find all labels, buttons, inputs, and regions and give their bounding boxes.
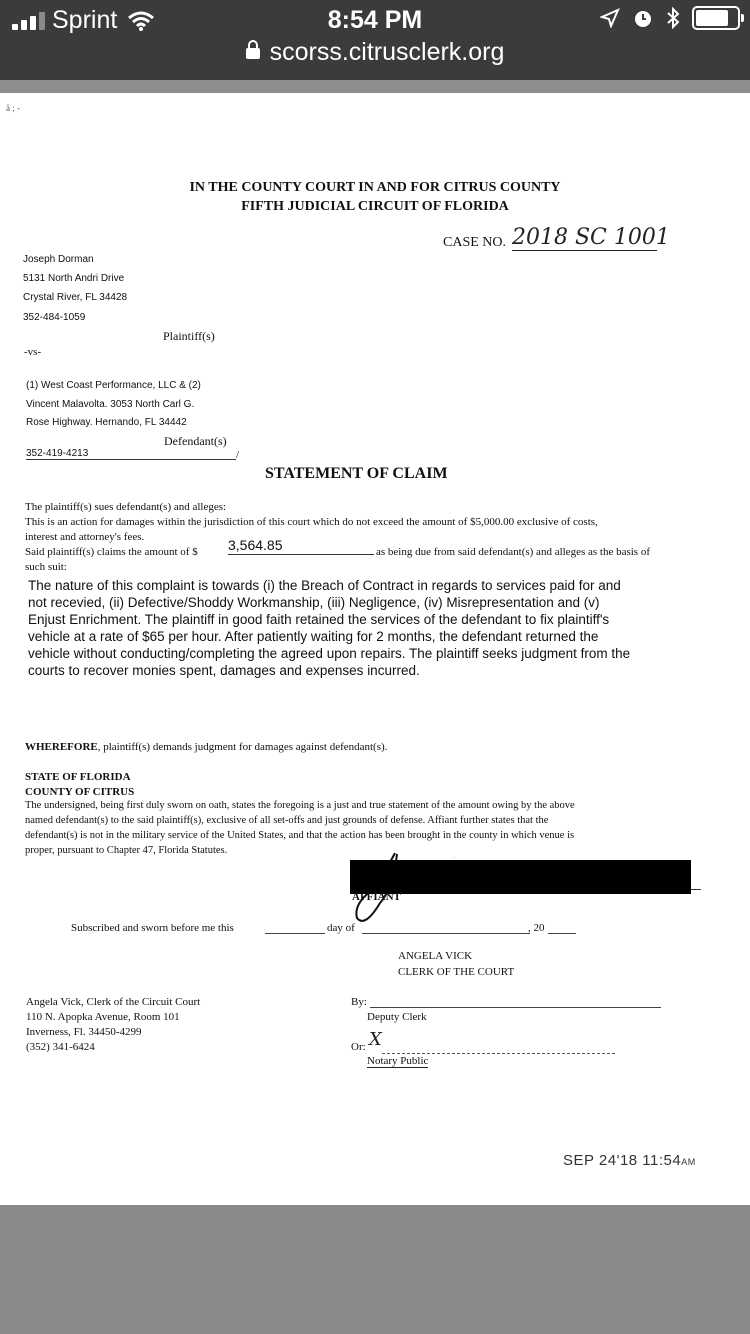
affiant-label: AFFIANT (352, 891, 401, 903)
or-label: Or: (351, 1041, 366, 1053)
clock: 8:54 PM (327, 6, 423, 34)
address-bar[interactable] (0, 38, 750, 67)
claim-line2: such suit: (25, 561, 67, 573)
defendant-line3: Rose Highway. Hernando, FL 34442 (26, 417, 187, 428)
clerk-title: CLERK OF THE COURT (398, 966, 515, 978)
bluetooth-icon (666, 7, 680, 29)
clerk-name: ANGELA VICK (398, 950, 473, 962)
lock-icon (246, 48, 260, 59)
case-number-value: 2018 SC 1001 (512, 225, 670, 250)
claim-suffix: as being due from said defendant(s) and alleges as the basis of (376, 546, 650, 558)
defendant-slash: / (236, 449, 240, 461)
defendant-line2: Vincent Malavolta. 3053 North Carl G. (26, 399, 195, 410)
url-text: scorss.citrusclerk.org (269, 38, 505, 66)
status-icons (600, 6, 740, 30)
oath-line: proper, pursuant to Chapter 47, Florida Statutes. (25, 845, 228, 856)
by-label: By: (351, 996, 367, 1008)
sworn-prefix: Subscribed and sworn before me this (71, 922, 234, 934)
oath-line: The undersigned, being first duly sworn on oath, states the foregoing is a just and true statement of the amount owing by the above (25, 800, 575, 811)
deputy-clerk-label: Deputy Clerk (367, 1011, 427, 1023)
toolbar-separator (0, 80, 750, 93)
clerk-address-line: 110 N. Apopka Avenue, Room 101 (26, 1011, 180, 1023)
notary-public-label: Notary Public (367, 1055, 429, 1067)
county-label: COUNTY OF CITRUS (25, 786, 135, 798)
intro-line1: The plaintiff(s) sues defendant(s) and alleges: (25, 501, 227, 513)
clerk-address-line: Angela Vick, Clerk of the Circuit Court (26, 996, 201, 1008)
defendant-label: Defendant(s) (164, 434, 227, 448)
defendant-line1: (1) West Coast Performance, LLC & (2) (26, 380, 201, 391)
intro-line3: interest and attorney's fees. (25, 531, 145, 543)
state-label: STATE OF FLORIDA (25, 771, 131, 783)
alarm-icon (632, 7, 654, 29)
wherefore-bold: WHEREFORE (25, 741, 98, 753)
plaintiff-address2: Crystal River, FL 34428 (23, 292, 128, 303)
battery-icon (692, 6, 740, 30)
notary-signature-line (382, 1053, 615, 1054)
sworn-day: day of (327, 922, 355, 934)
complaint-line: not recevied, (ii) Defective/Shoddy Workmanship, (iii) Negligence, (iv) Misrepresentation and (v) (28, 595, 600, 610)
court-header-line1: IN THE COUNTY COURT IN AND FOR CITRUS COUNTY (189, 180, 561, 195)
status-bar (0, 0, 750, 80)
sworn-date-blank (265, 933, 325, 934)
sworn-year: , 20 (528, 922, 545, 934)
by-signature-line (370, 1007, 661, 1008)
redaction-box (350, 860, 691, 894)
complaint-line: vehicle at a rate of $65 per hour. After patiently waiting for 2 months, the defendant returned the (28, 629, 599, 644)
intro-line2: This is an action for damages within the jurisdiction of this court which do not exceed the amount of $5,000.00 exclusive of costs, (25, 516, 598, 528)
corner-mark: ä ; ‐ (6, 103, 20, 113)
complaint-line: courts to recover monies spent, damages and expenses incurred. (28, 663, 420, 678)
oath-line: named defendant(s) to the said plaintiff(s), exclusive of all set-offs and just grounds of defense. Affiant further states that the (25, 815, 549, 826)
case-number-label: CASE NO. (443, 235, 507, 250)
stamp-suffix: AM (681, 1157, 696, 1167)
wherefore-text: , plaintiff(s) demands judgment for damages against defendant(s). (97, 741, 388, 753)
or-mark: X (369, 1029, 382, 1050)
stamp-datetime: SEP 24'18 11:54 (563, 1152, 682, 1169)
viewer-background (0, 1205, 750, 1334)
court-header-line2: FIFTH JUDICIAL CIRCUIT OF FLORIDA (241, 199, 509, 214)
plaintiff-phone: 352-484-1059 (23, 312, 86, 323)
claim-title: STATEMENT OF CLAIM (265, 465, 448, 482)
complaint-line: Enjust Enrichment. The plaintiff in good faith retained the services of the defendant to fix plaintiff's (28, 612, 610, 627)
complaint-line: The nature of this complaint is towards (i) the Breach of Contract in regards to services paid for and (28, 578, 621, 593)
wherefore-clause (25, 741, 387, 753)
oath-line: defendant(s) is not in the military service of the United States, and that the action has been brought in the county in which venue is (25, 830, 575, 841)
carrier-name: Sprint (52, 6, 118, 34)
claim-amount: 3,564.85 (228, 537, 374, 555)
location-arrow-icon (600, 8, 620, 28)
sworn-year-blank (548, 933, 576, 934)
complaint-line: vehicle without conducting/completing the agreed upon repairs. The plaintiff seeks judgment from the (28, 646, 631, 661)
clerk-address-line: Inverness, Fl. 34450-4299 (26, 1026, 142, 1038)
plaintiff-address1: 5131 North Andri Drive (23, 273, 125, 284)
vs-label: -vs- (24, 346, 42, 358)
affiant-line (691, 889, 701, 890)
defendant-phone: 352-419-4213 (26, 448, 236, 460)
plaintiff-label: Plaintiff(s) (163, 329, 215, 343)
claim-prefix: Said plaintiff(s) claims the amount of $ (25, 546, 198, 558)
clerk-address-line: (352) 341-6424 (26, 1041, 95, 1053)
document-page (0, 93, 750, 1205)
received-stamp (563, 1152, 696, 1169)
sworn-month-blank (362, 933, 530, 934)
plaintiff-name: Joseph Dorman (23, 254, 94, 265)
